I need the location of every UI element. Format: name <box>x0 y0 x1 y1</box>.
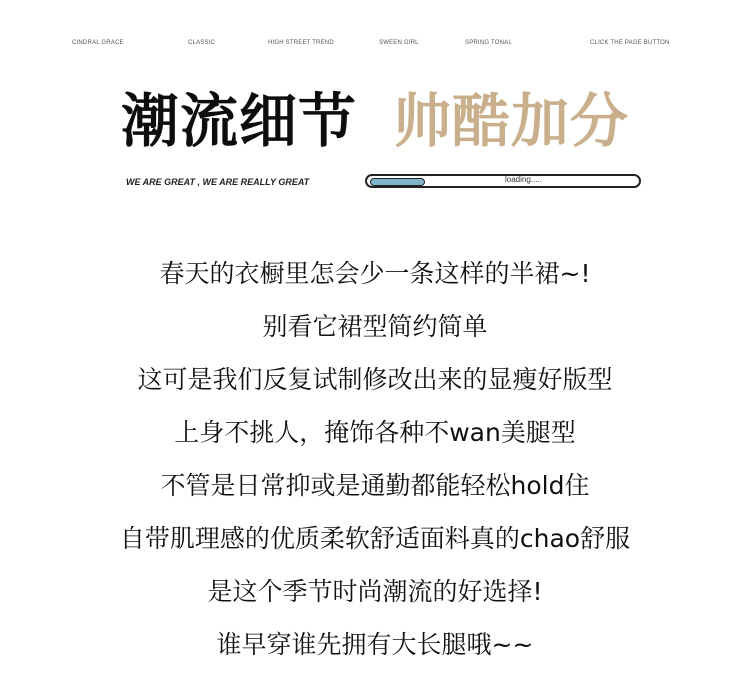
description-line: 这可是我们反复试制修改出来的显瘦好版型 <box>137 365 613 394</box>
progress-fill <box>370 178 425 186</box>
nav-item-cindral-grace[interactable]: CINDRAL GRACE <box>72 40 124 46</box>
description-line: 上身不挑人，掩饰各种不wan美腿型 <box>174 418 576 447</box>
description-line: 是这个季节时尚潮流的好选择! <box>207 577 543 606</box>
tagline: WE ARE GREAT , WE ARE REALLY GREAT <box>126 177 310 187</box>
progress-bar <box>365 174 641 188</box>
nav-item-high-street-trend[interactable]: HIGH STREET TREND <box>268 40 334 46</box>
page-title <box>0 86 750 156</box>
description-line: 自带肌理感的优质柔软舒适面料真的chao舒服 <box>119 524 631 553</box>
nav-item-sween-girl[interactable]: SWEEN GIRL <box>379 40 419 46</box>
headline-right: 帅酷加分 <box>393 87 630 155</box>
nav-item-click-page-button[interactable]: CLICK THE PAGE BUTTON <box>590 40 670 46</box>
description-line: 别看它裙型简约简单 <box>262 312 488 341</box>
top-nav <box>0 40 750 52</box>
description-line: 不管是日常抑或是通勤都能轻松hold住 <box>160 471 590 500</box>
progress-label: loading..... <box>505 175 542 184</box>
headline-left: 潮流细节 <box>120 87 357 155</box>
loading-row <box>0 172 750 194</box>
description-line: 春天的衣橱里怎会少一条这样的半裙~! <box>159 259 591 288</box>
description-line: 谁早穿谁先拥有大长腿哦~~ <box>216 630 534 659</box>
nav-item-spring-tonal[interactable]: SPRING TONAL <box>465 40 512 46</box>
nav-item-classic[interactable]: CLASSIC <box>188 40 216 46</box>
description-text <box>0 252 750 676</box>
